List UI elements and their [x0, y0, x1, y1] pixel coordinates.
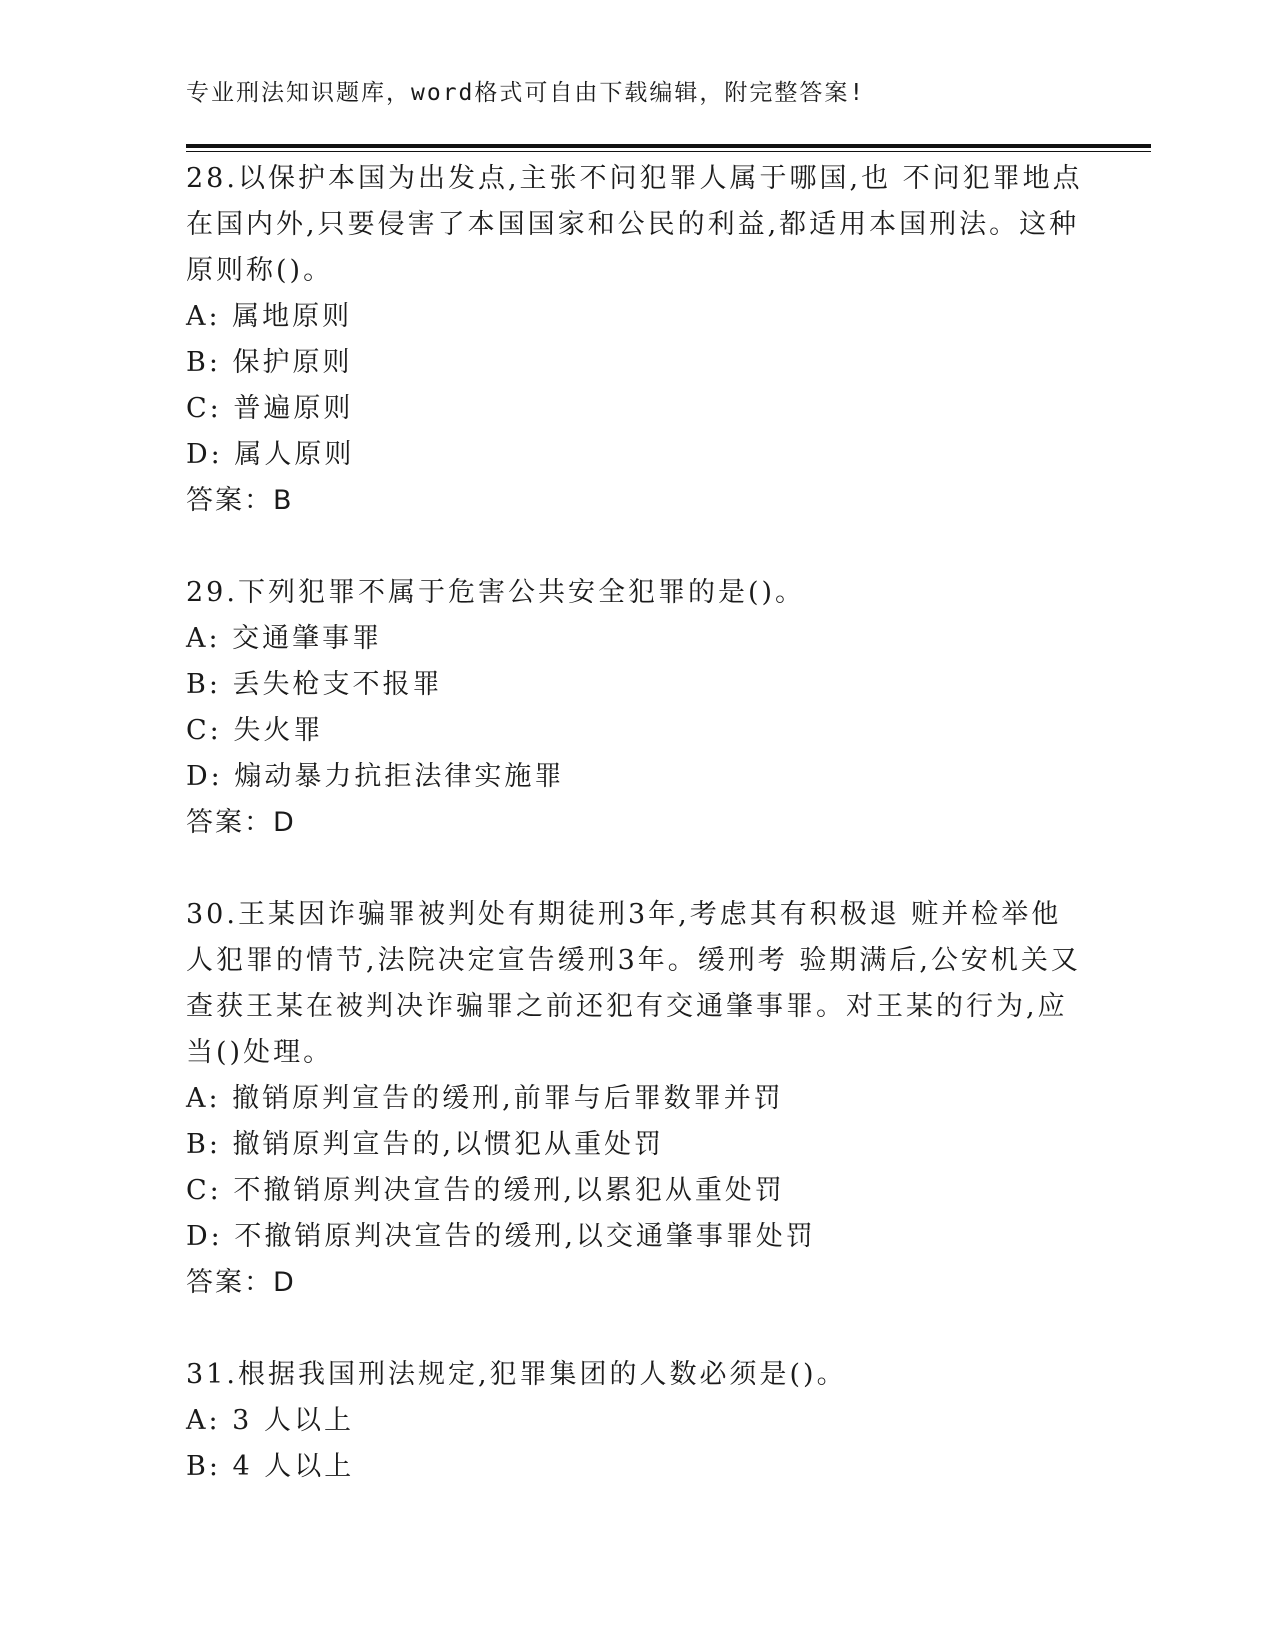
- option-c: C: 不撤销原判决宣告的缓刑,以累犯从重处罚: [186, 1175, 785, 1206]
- header-divider-thick: [186, 144, 1151, 148]
- page-header-text: 专业刑法知识题库，word格式可自由下载编辑，附完整答案!: [186, 80, 866, 106]
- question-stem: 30.王某因诈骗罪被判处有期徒刑3年,考虑其有积极退 赃并检举他人犯罪的情节,法院决定宣告缓刑3年。缓刑考 验期满后,公安机关又查获王某在被判决诈骗罪之前还犯有交通肇事罪。对王某的行为,应当()处理。: [186, 899, 1081, 1068]
- question-stem: 29.下列犯罪不属于危害公共安全犯罪的是()。: [186, 577, 806, 608]
- header-divider-thin: [186, 151, 1151, 152]
- option-b: B: 4 人以上: [186, 1451, 355, 1482]
- question-list: [186, 156, 1086, 1490]
- answer-label: 答案：B: [186, 485, 294, 516]
- answer-label: 答案：D: [186, 1267, 296, 1298]
- question-28: [186, 156, 1086, 524]
- answer-label: 答案：D: [186, 807, 296, 838]
- option-a: A: 属地原则: [186, 301, 353, 332]
- option-c: C: 普遍原则: [186, 393, 354, 424]
- question-31: [186, 1352, 1086, 1490]
- option-d: D: 不撤销原判决宣告的缓刑,以交通肇事罪处罚: [186, 1221, 816, 1252]
- option-b: B: 撤销原判宣告的,以惯犯从重处罚: [186, 1129, 665, 1160]
- question-29: [186, 570, 1086, 846]
- option-d: D: 属人原则: [186, 439, 355, 470]
- question-30: [186, 892, 1086, 1306]
- option-d: D: 煽动暴力抗拒法律实施罪: [186, 761, 565, 792]
- question-stem: 28.以保护本国为出发点,主张不问犯罪人属于哪国,也 不问犯罪地点在国内外,只要侵害了本国国家和公民的利益,都适用本国刑法。这种原则称()。: [186, 163, 1083, 286]
- option-a: A: 撤销原判宣告的缓刑,前罪与后罪数罪并罚: [186, 1083, 784, 1114]
- option-a: A: 交通肇事罪: [186, 623, 383, 654]
- option-b: B: 丢失枪支不报罪: [186, 669, 443, 700]
- question-stem: 31.根据我国刑法规定,犯罪集团的人数必须是()。: [186, 1359, 847, 1390]
- option-b: B: 保护原则: [186, 347, 353, 378]
- option-a: A: 3 人以上: [186, 1405, 354, 1436]
- option-c: C: 失火罪: [186, 715, 324, 746]
